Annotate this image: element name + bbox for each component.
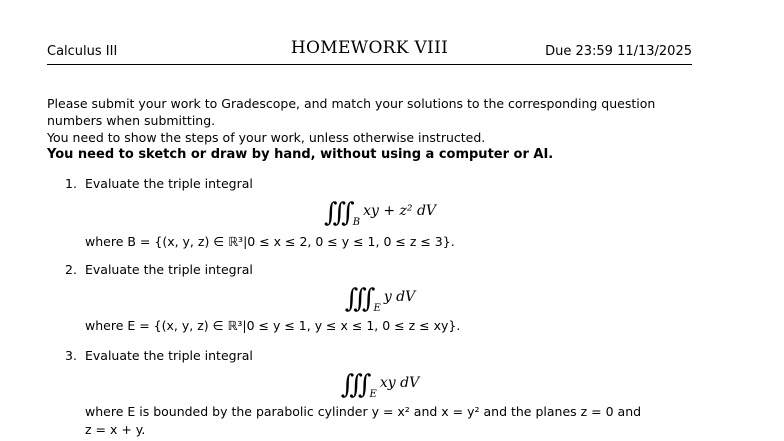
problem-1: [65, 176, 695, 249]
integral-expression: [65, 284, 695, 314]
problem-prompt: Evaluate the triple integral: [85, 176, 253, 191]
instruction-by-hand: You need to sketch or draw by hand, without using a computer or AI.: [47, 147, 554, 162]
due-date: Due 23:59 11/13/2025: [545, 44, 692, 59]
region-definition: where E is bounded by the parabolic cylinder y = x² and x = y² and the planes z = 0 and: [85, 404, 642, 419]
instructions: [47, 95, 697, 163]
instruction-submit: Please submit your work to Gradescope, and match your solutions to the corresponding question numbers when submitting.: [47, 96, 656, 128]
course-name: Calculus III: [47, 44, 118, 59]
problem-prompt: Evaluate the triple integral: [85, 348, 253, 363]
region-definition-continued: z = x + y.: [85, 422, 146, 437]
triple-integral-symbol: ∭: [344, 284, 368, 314]
integral-expression: [65, 370, 695, 400]
integral-region: E: [369, 389, 377, 400]
problem-2: [65, 262, 695, 333]
page-title: HOMEWORK VIII: [290, 38, 449, 58]
problem-prompt: Evaluate the triple integral: [85, 262, 253, 277]
integrand: xy + z² dV: [363, 203, 437, 219]
instruction-steps: You need to show the steps of your work, unless otherwise instructed.: [47, 130, 486, 145]
triple-integral-symbol: ∭: [340, 370, 364, 400]
integrand: y dV: [383, 289, 416, 305]
integral-region: B: [352, 217, 361, 228]
problem-number: 1.: [65, 176, 77, 191]
header-rule: [47, 64, 692, 65]
page-header: [47, 38, 692, 64]
problem-3: [65, 348, 695, 437]
region-definition: where E = {(x, y, z) ∈ ℝ³|0 ≤ y ≤ 1, y ≤ x ≤ 1, 0 ≤ z ≤ xy}.: [85, 318, 461, 333]
problem-number: 2.: [65, 262, 77, 277]
integral-expression: [65, 198, 695, 228]
integrand: xy dV: [379, 375, 420, 391]
triple-integral-symbol: ∭: [323, 198, 347, 228]
region-definition: where B = {(x, y, z) ∈ ℝ³|0 ≤ x ≤ 2, 0 ≤ y ≤ 1, 0 ≤ z ≤ 3}.: [85, 234, 455, 249]
integral-region: E: [373, 303, 381, 314]
problem-number: 3.: [65, 348, 77, 363]
